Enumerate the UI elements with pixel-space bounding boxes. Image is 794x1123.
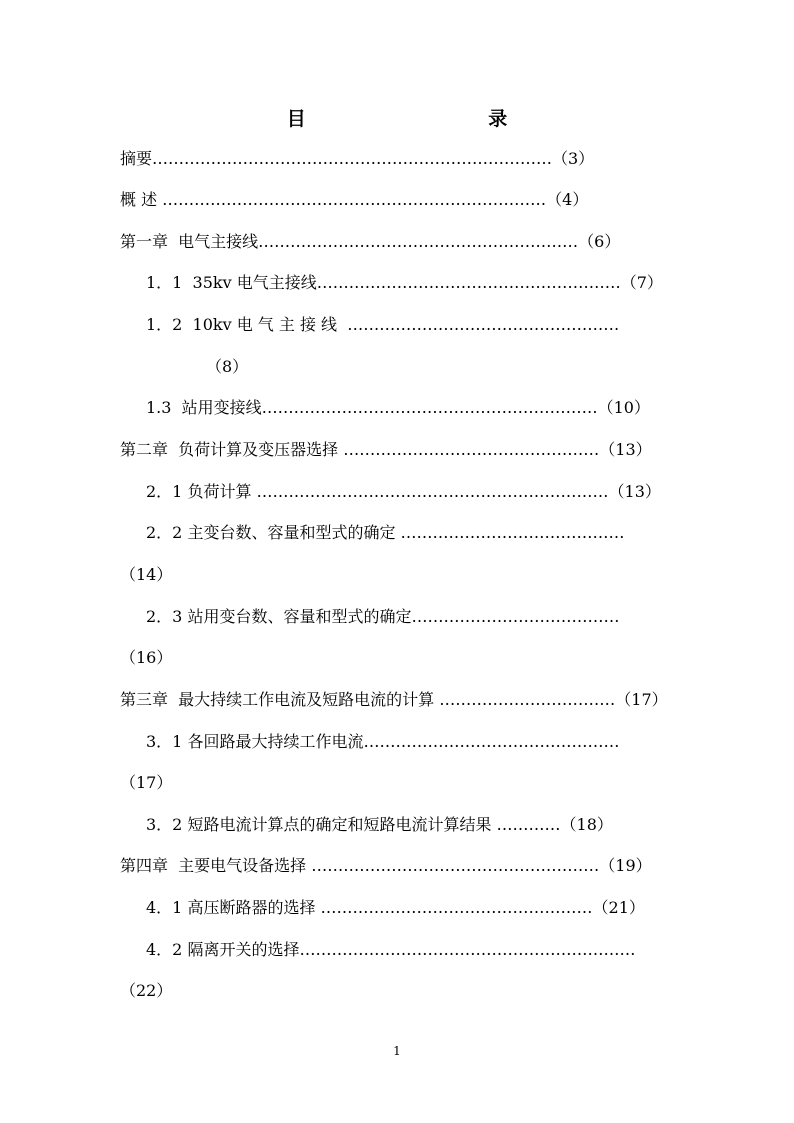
toc-entry-2-2: 2．2 主变台数、容量和型式的确定 …………………………………… <box>146 523 625 542</box>
toc-entry-4-2-page: （22） <box>120 981 173 1000</box>
toc-entry-2-1: 2．1 负荷计算 …………………………………………………………（13） <box>146 482 661 501</box>
toc-entry-overview: 概 述 ………………………………………………………………（4） <box>120 190 589 209</box>
toc-entry-3-1: 3．1 各回路最大持续工作电流………………………………………… <box>146 732 620 751</box>
toc-entry-4-1: 4．1 高压断路器的选择 ……………………………………………（21） <box>146 898 645 917</box>
toc-entry-chapter-4: 第四章 主要电气设备选择 ………………………………………………（19） <box>120 856 652 875</box>
toc-entry-chapter-3: 第三章 最大持续工作电流及短路电流的计算 ……………………………（17） <box>120 690 668 709</box>
toc-title: 目 录 <box>286 108 596 130</box>
toc-entry-chapter-1: 第一章 电气主接线……………………………………………………（6） <box>120 232 621 251</box>
toc-entry-1-2-page: （8） <box>206 357 249 376</box>
toc-entry-1-3: 1.3 站用变接线………………………………………………………（10） <box>146 398 650 417</box>
toc-entry-3-1-page: （17） <box>120 773 173 792</box>
toc-entry-1-2: 1．2 10kv 电 气 主 接 线 …………………………………………… <box>146 315 620 334</box>
toc-entry-2-2-page: （14） <box>120 565 173 584</box>
toc-entry-1-1: 1．1 35kv 电气主接线…………………………………………………（7） <box>146 273 663 292</box>
toc-entry-4-2: 4．2 隔离开关的选择……………………………………………………… <box>146 940 636 959</box>
toc-entry-abstract: 摘要…………………………………………………………………（3） <box>120 149 595 168</box>
toc-entry-chapter-2: 第二章 负荷计算及变压器选择 …………………………………………（13） <box>120 440 652 459</box>
toc-entry-2-3: 2．3 站用变台数、容量和型式的确定………………………………… <box>146 607 620 626</box>
toc-entry-2-3-page: （16） <box>120 648 173 667</box>
page-number: 1 <box>393 1044 401 1058</box>
toc-entry-3-2: 3．2 短路电流计算点的确定和短路电流计算结果 …………（18） <box>146 815 613 834</box>
